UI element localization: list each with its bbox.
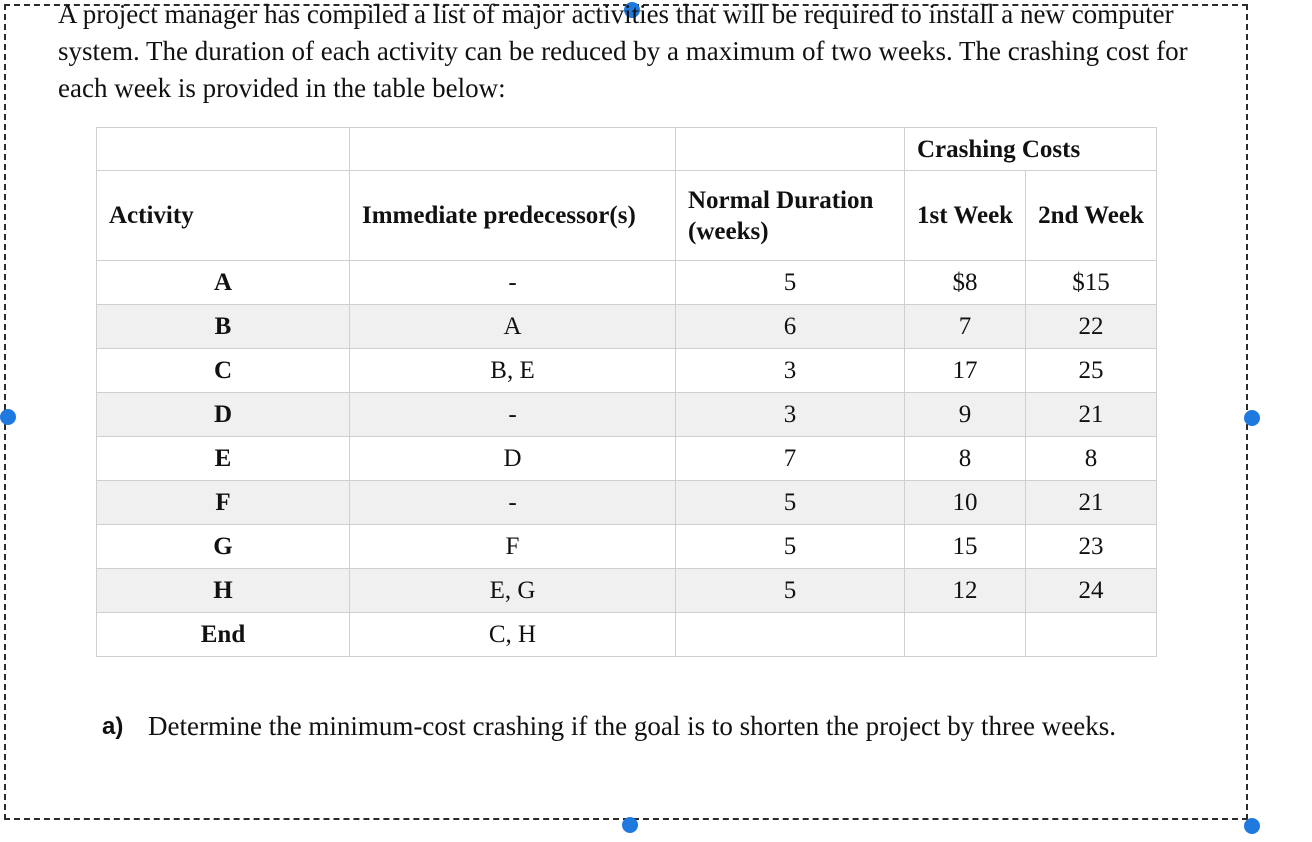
activity-cell: End [97, 613, 350, 657]
duration-cell [676, 613, 905, 657]
crashing-costs-header: Crashing Costs [905, 128, 1157, 171]
resize-handle-bottom[interactable] [622, 817, 638, 833]
table-row [97, 305, 1157, 349]
crashing-cost-table [96, 127, 1157, 657]
header-blank-cell [676, 128, 905, 171]
activity-cell: D [97, 393, 350, 437]
activity-cell: C [97, 349, 350, 393]
header-blank-cell [350, 128, 676, 171]
table-row [97, 481, 1157, 525]
first-week-cost-cell: 12 [905, 569, 1026, 613]
predecessor-cell: - [350, 393, 676, 437]
activity-cell: B [97, 305, 350, 349]
duration-cell: 5 [676, 481, 905, 525]
question-label: a) [102, 713, 124, 740]
first-week-cost-cell [905, 613, 1026, 657]
activity-cell: G [97, 525, 350, 569]
duration-cell: 6 [676, 305, 905, 349]
resize-handle-bottom-right[interactable] [1244, 818, 1260, 834]
table-row [97, 525, 1157, 569]
duration-cell: 7 [676, 437, 905, 481]
first-week-cost-cell: 15 [905, 525, 1026, 569]
resize-handle-left[interactable] [0, 409, 16, 425]
table-row [97, 349, 1157, 393]
column-header-first-week: 1st Week [905, 171, 1026, 261]
table-row [97, 261, 1157, 305]
activity-cell: A [97, 261, 350, 305]
first-week-cost-cell: 9 [905, 393, 1026, 437]
first-week-cost-cell: 17 [905, 349, 1026, 393]
intro-paragraph: A project manager has compiled a list of major activities that will be required to install a new computer system. The duration of each activity can be reduced by a maximum of two weeks. The crashing cost for each week is provided in the table below: [58, 0, 1188, 103]
table-row [97, 613, 1157, 657]
duration-cell: 3 [676, 349, 905, 393]
predecessor-cell: D [350, 437, 676, 481]
predecessor-cell: E, G [350, 569, 676, 613]
predecessor-cell: B, E [350, 349, 676, 393]
second-week-cost-cell: $15 [1026, 261, 1157, 305]
duration-cell: 5 [676, 261, 905, 305]
table-header-row [97, 171, 1157, 261]
table-row [97, 437, 1157, 481]
first-week-cost-cell: 10 [905, 481, 1026, 525]
second-week-cost-cell: 23 [1026, 525, 1157, 569]
predecessor-cell: A [350, 305, 676, 349]
column-header-normal-duration: Normal Duration (weeks) [676, 171, 905, 261]
column-header-second-week: 2nd Week [1026, 171, 1157, 261]
resize-handle-right[interactable] [1244, 410, 1260, 426]
first-week-cost-cell: 7 [905, 305, 1026, 349]
activity-cell: E [97, 437, 350, 481]
duration-cell: 5 [676, 569, 905, 613]
duration-cell: 5 [676, 525, 905, 569]
second-week-cost-cell: 21 [1026, 393, 1157, 437]
second-week-cost-cell: 25 [1026, 349, 1157, 393]
first-week-cost-cell: 8 [905, 437, 1026, 481]
column-header-predecessors: Immediate predecessor(s) [350, 171, 676, 261]
second-week-cost-cell [1026, 613, 1157, 657]
table-row [97, 569, 1157, 613]
second-week-cost-cell: 24 [1026, 569, 1157, 613]
duration-cell: 3 [676, 393, 905, 437]
predecessor-cell: - [350, 481, 676, 525]
predecessor-cell: - [350, 261, 676, 305]
first-week-cost-cell: $8 [905, 261, 1026, 305]
second-week-cost-cell: 21 [1026, 481, 1157, 525]
header-blank-cell [97, 128, 350, 171]
activity-cell: H [97, 569, 350, 613]
column-header-activity: Activity [97, 171, 350, 261]
activity-cell: F [97, 481, 350, 525]
table-row [97, 393, 1157, 437]
second-week-cost-cell: 8 [1026, 437, 1157, 481]
predecessor-cell: C, H [350, 613, 676, 657]
second-week-cost-cell: 22 [1026, 305, 1157, 349]
predecessor-cell: F [350, 525, 676, 569]
question-text: Determine the minimum-cost crashing if the goal is to shorten the project by three weeks. [148, 711, 1116, 741]
table-header-row-top [97, 128, 1157, 171]
